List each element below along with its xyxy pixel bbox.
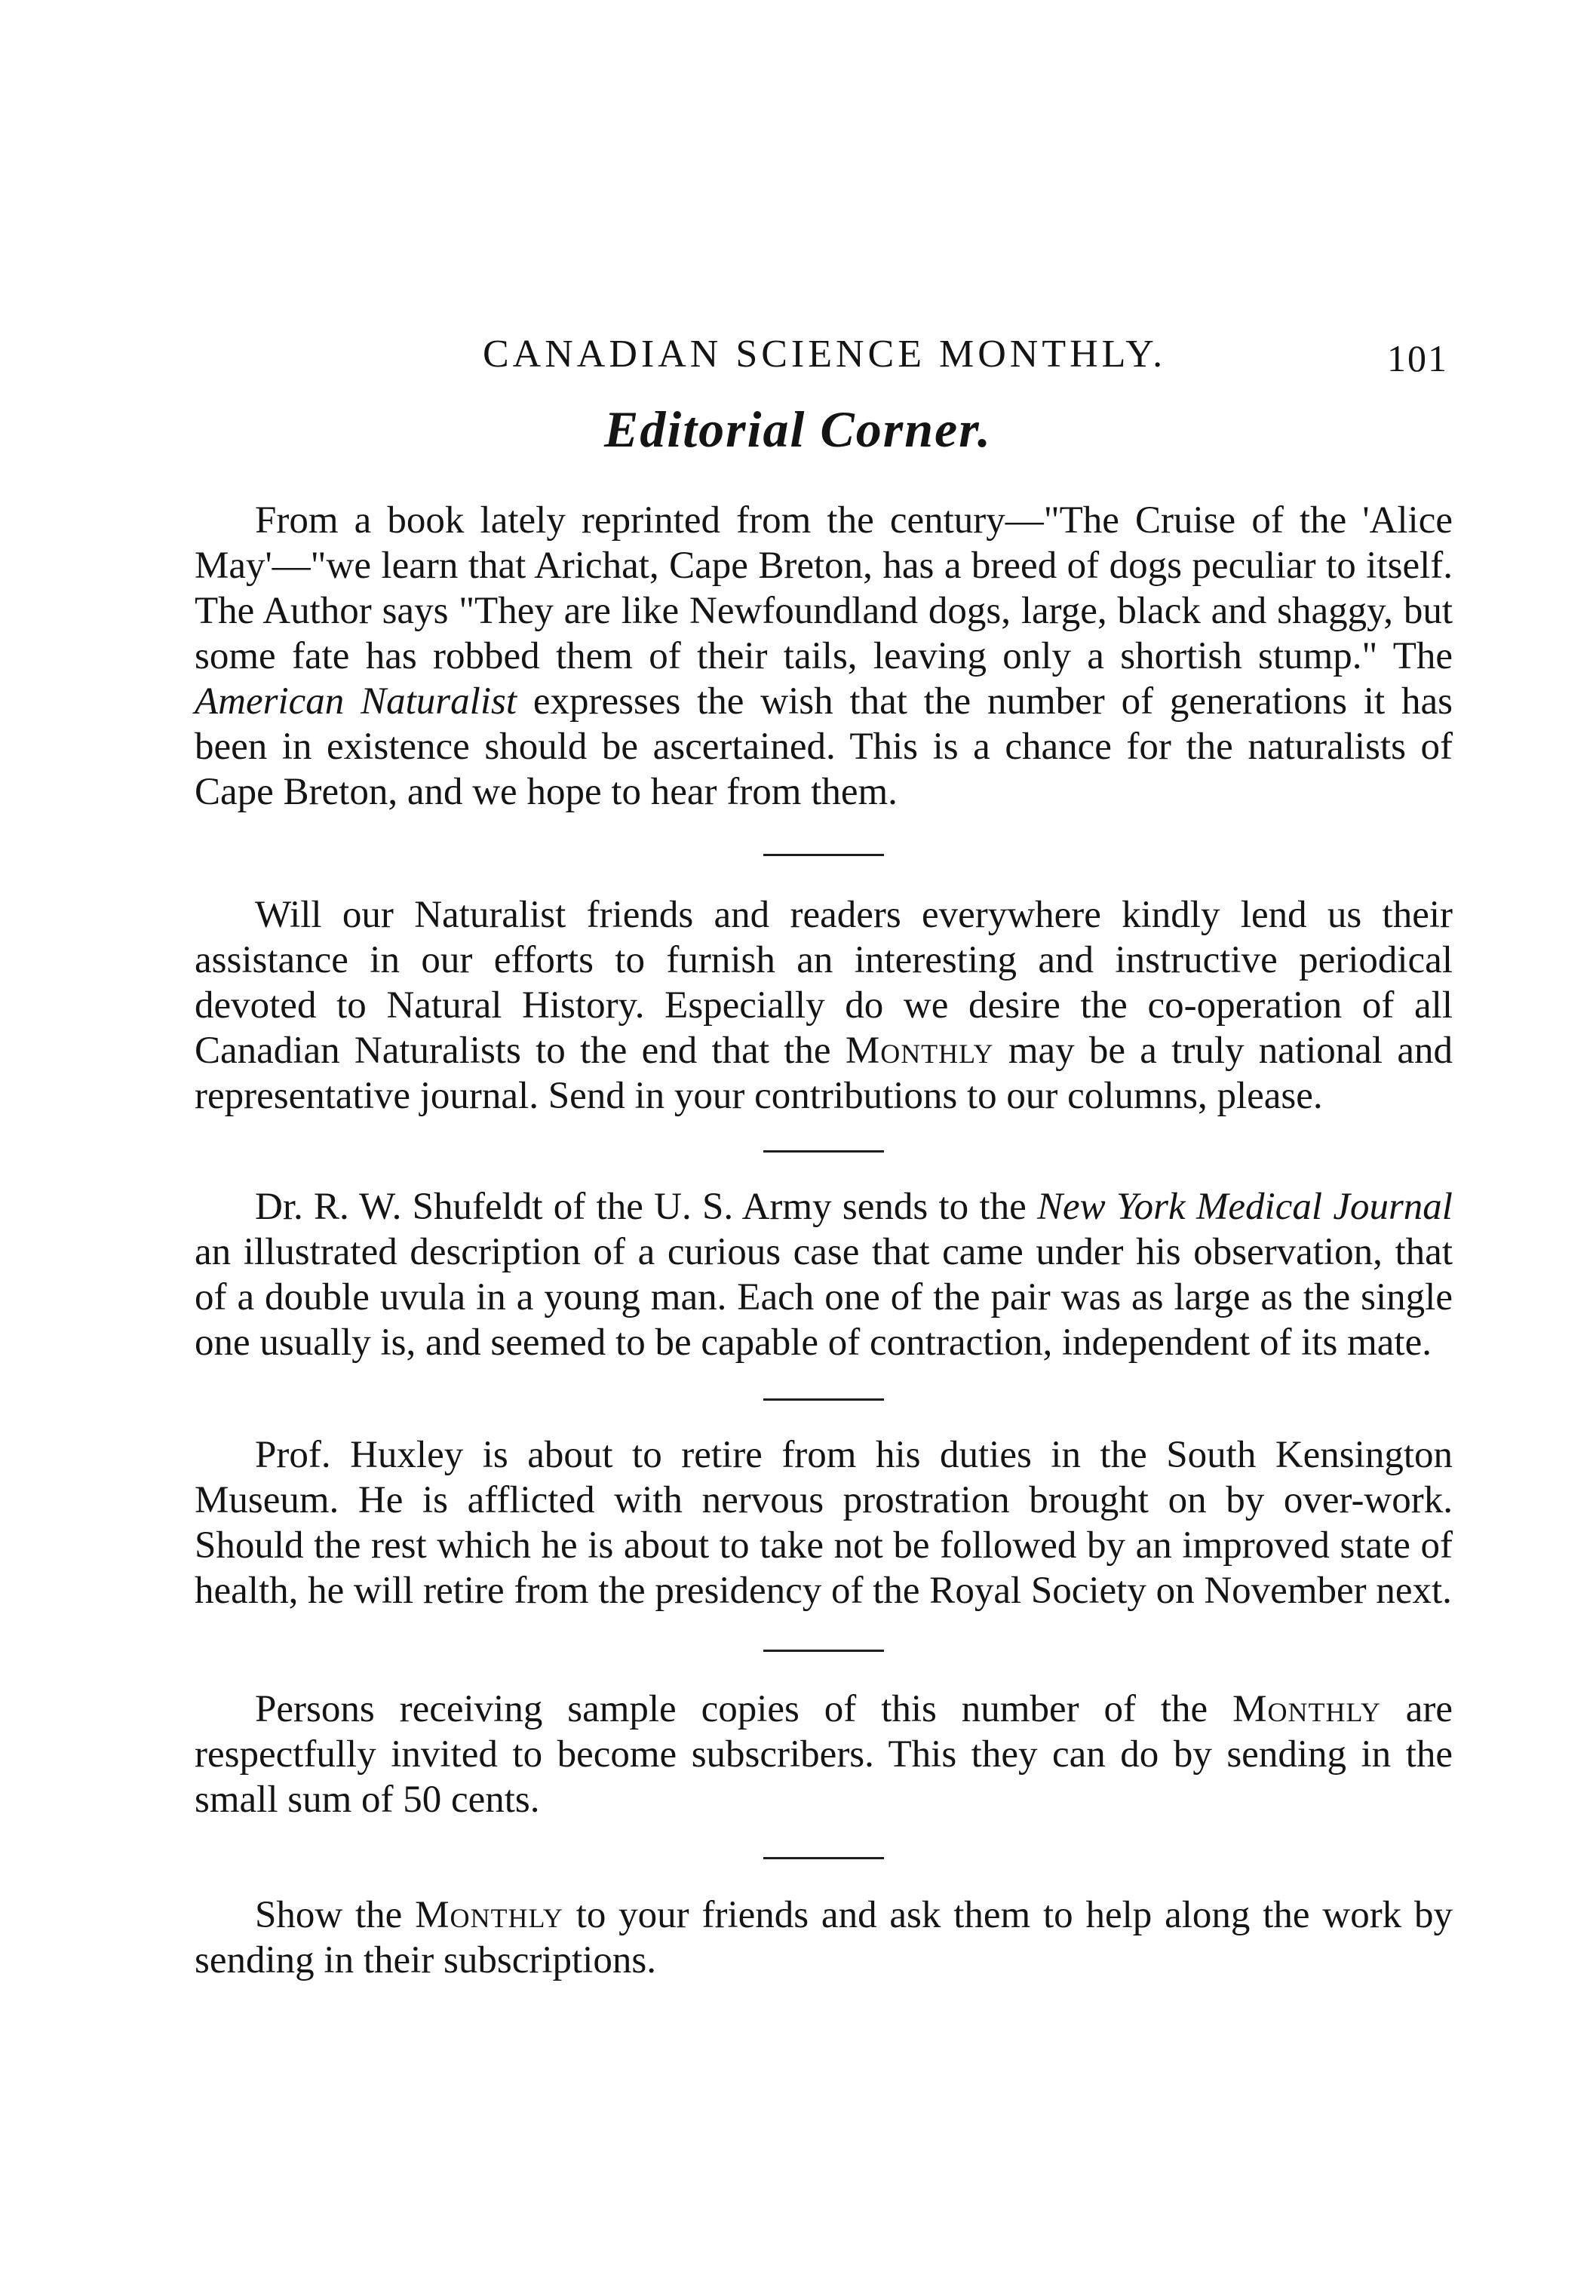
paragraph-double-uvula xyxy=(195,1184,1453,1365)
separator-rule xyxy=(763,854,884,856)
paragraph-text: expresses the wish that the number of generations it has been in existence should be ascertained. This is a chance for the naturalists of Cape Breton, and we hope to hear from them. xyxy=(195,680,1453,813)
paragraph-text: an illustrated description of a curious case that came under his observation, that of a double uvula in a young man. Each one of the pair was as large as the single one usually is, and seemed to be capable of contraction, independent of its mate. xyxy=(195,1231,1453,1364)
separator-rule xyxy=(763,1398,884,1401)
italic-title-text: American Naturalist xyxy=(195,680,517,723)
paragraph-text: may be a truly national and representative journal. Send in your contributions to our columns, please. xyxy=(195,1030,1453,1117)
separator-rule xyxy=(763,1650,884,1652)
running-head xyxy=(196,332,1448,385)
paragraph-text: to your friends and ask them to help along the work by sending in their subscriptions. xyxy=(195,1894,1453,1981)
paragraph-share-monthly xyxy=(195,1892,1453,1983)
paragraph-text: Show the xyxy=(255,1894,416,1936)
paragraph-huxley-retirement xyxy=(195,1432,1453,1613)
italic-title-text: New York Medical Journal xyxy=(1037,1186,1453,1228)
paragraph-text: Prof. Huxley is about to retire from his duties in the South Kensington Museum. He is afflicted with nervous prostration brought on by over-work. Should the rest which he is about to take not be followed by an improved state of health, he will retire from the presidency of the Royal Society on November next. xyxy=(195,1434,1453,1612)
paragraph-cape-breton-dogs xyxy=(195,498,1453,815)
paragraph-text: Will our Naturalist friends and readers everywhere kindly lend us their assistance in our efforts to furnish an interesting and instructive periodical devoted to Natural History. Especially do we desire the co-operation of all Canadian Naturalists to the end that the xyxy=(195,894,1453,1072)
journal-name-text: Monthly xyxy=(415,1894,563,1936)
separator-rule xyxy=(763,1857,884,1859)
section-title: Editorial Corner. xyxy=(604,401,992,458)
paragraph-naturalist-appeal xyxy=(195,892,1453,1119)
separator-rule xyxy=(763,1150,884,1153)
page-number: 101 xyxy=(1387,337,1448,379)
text-column xyxy=(195,498,1453,1983)
paragraph-text: Persons receiving sample copies of this number of the xyxy=(255,1688,1233,1730)
journal-name-text: Monthly xyxy=(1232,1688,1381,1730)
journal-title: CANADIAN SCIENCE MONTHLY. xyxy=(483,333,1167,376)
paragraph-text: are respectfully invited to become subscribers. This they can do by sending in the small sum of 50 cents. xyxy=(195,1688,1453,1821)
paragraph-text: Dr. R. W. Shufeldt of the U. S. Army sends to the xyxy=(255,1186,1038,1228)
journal-name-text: Monthly xyxy=(845,1030,994,1072)
paragraph-sample-copies xyxy=(195,1687,1453,1822)
paragraph-text: From a book lately reprinted from the century—"The Cruise of the 'Alice May'—"we learn that Arichat, Cape Breton, has a breed of dogs peculiar to itself. The Author says "They are like Newfoundland dogs, large, black and shaggy, but some fate has robbed them of their tails, leaving only a shortish stump." The xyxy=(195,499,1453,677)
